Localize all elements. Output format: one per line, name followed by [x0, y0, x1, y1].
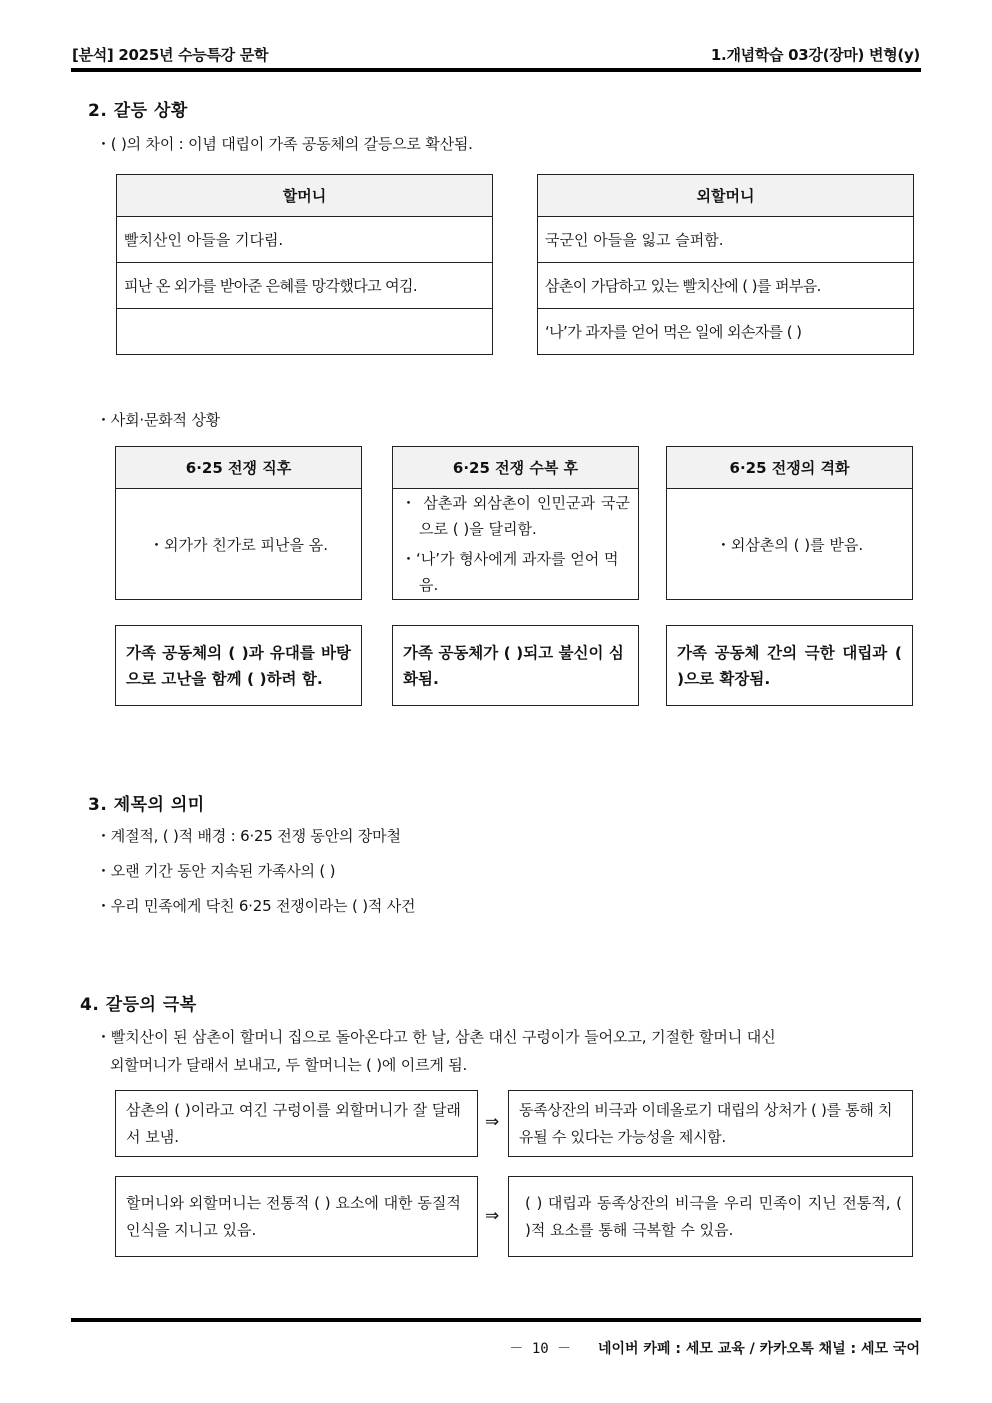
- section3-line: ・오랜 기간 동안 지속된 가족사의 ( ): [96, 862, 336, 880]
- section2-title: 2. 갈등 상황: [88, 101, 188, 121]
- effect-box: 동족상잔의 비극과 이데올로기 대립의 상처가 ( )를 통해 치유될 수 있다는 가능성을 제시함.: [508, 1090, 913, 1157]
- page-number: － 10 －: [509, 1341, 572, 1357]
- section3-line: ・계절적, ( )적 배경 : 6·25 전쟁 동안의 장마철: [96, 827, 401, 845]
- phase-body: [666, 489, 913, 600]
- cause-box: 할머니와 외할머니는 전통적 ( ) 요소에 대한 동질적 인식을 지니고 있음.: [115, 1176, 478, 1257]
- social-context-label: ・사회·문화적 상황: [96, 411, 220, 429]
- phase-item: ・외가가 친가로 피난을 옴.: [149, 535, 328, 554]
- maternal-grandmother-header: 외할머니: [538, 175, 914, 217]
- section4-paragraph-line: ・빨치산이 된 삼촌이 할머니 집으로 돌아온다고 한 날, 삼촌 대신 구렁이가 들어오고, 기절한 할머니 대신: [96, 1028, 776, 1046]
- phase-header: 6·25 전쟁의 격화: [666, 446, 913, 489]
- section3-line: ・우리 민족에게 닥친 6·25 전쟁이라는 ( )적 사건: [96, 897, 416, 915]
- grandmother-header: 할머니: [117, 175, 493, 217]
- result-box: 가족 공동체가 ( )되고 불신이 심화됨.: [392, 625, 639, 706]
- grandmother-row: 빨치산인 아들을 기다림.: [117, 217, 493, 263]
- phase-item: ・ 삼촌과 외삼촌이 인민군과 국군으로 ( )을 달리함.: [401, 494, 630, 538]
- header-left-title: [분석] 2025년 수능특강 문학: [72, 46, 269, 64]
- section4-title: 4. 갈등의 극복: [80, 995, 197, 1015]
- section2-line1: ・( )의 차이 : 이념 대립이 가족 공동체의 갈등으로 확산됨.: [96, 135, 473, 153]
- maternal-grandmother-table: [537, 174, 914, 355]
- footer-text: 네이버 카페 : 세모 교육 / 카카오톡 채널 : 세모 국어: [597, 1341, 920, 1357]
- arrow-icon: ⇒: [485, 1206, 500, 1226]
- section4-paragraph-line: 외할머니가 달래서 보내고, 두 할머니는 ( )에 이르게 됨.: [110, 1056, 468, 1074]
- maternal-grandmother-row: ‘나’가 과자를 얻어 먹은 일에 외손자를 ( ): [538, 309, 914, 355]
- grandmother-row: 피난 온 외가를 받아준 은혜를 망각했다고 여김.: [117, 263, 493, 309]
- header-rule: [71, 68, 921, 72]
- grandmother-table: [116, 174, 493, 355]
- phase-body: [392, 489, 639, 600]
- grandmother-row: [117, 309, 493, 355]
- maternal-grandmother-row: 국군인 아들을 잃고 슬퍼함.: [538, 217, 914, 263]
- phase-item: ・‘나’가 형사에게 과자를 얻어 먹음.: [401, 550, 619, 594]
- maternal-grandmother-row: 삼촌이 가담하고 있는 빨치산에 ( )를 퍼부음.: [538, 263, 914, 309]
- result-box: 가족 공동체 간의 극한 대립과 ( )으로 확장됨.: [666, 625, 913, 706]
- arrow-icon: ⇒: [485, 1112, 500, 1132]
- phase-header: 6·25 전쟁 직후: [115, 446, 362, 489]
- effect-box: ( ) 대립과 동족상잔의 비극을 우리 민족이 지닌 전통적, ( )적 요소를 통해 극복할 수 있음.: [508, 1176, 913, 1257]
- phase-body: [115, 489, 362, 600]
- phase-header: 6·25 전쟁 수복 후: [392, 446, 639, 489]
- footer: [509, 1338, 920, 1358]
- phase-item: ・외삼촌의 ( )를 받음.: [715, 535, 864, 554]
- cause-box: 삼촌의 ( )이라고 여긴 구렁이를 외할머니가 잘 달래서 보냄.: [115, 1090, 478, 1157]
- result-box: 가족 공동체의 ( )과 유대를 바탕으로 고난을 함께 ( )하려 함.: [115, 625, 362, 706]
- footer-rule: [71, 1318, 921, 1322]
- header-right-title: 1.개념학습 03강(장마) 변형(y): [710, 46, 920, 64]
- section3-title: 3. 제목의 의미: [88, 795, 205, 815]
